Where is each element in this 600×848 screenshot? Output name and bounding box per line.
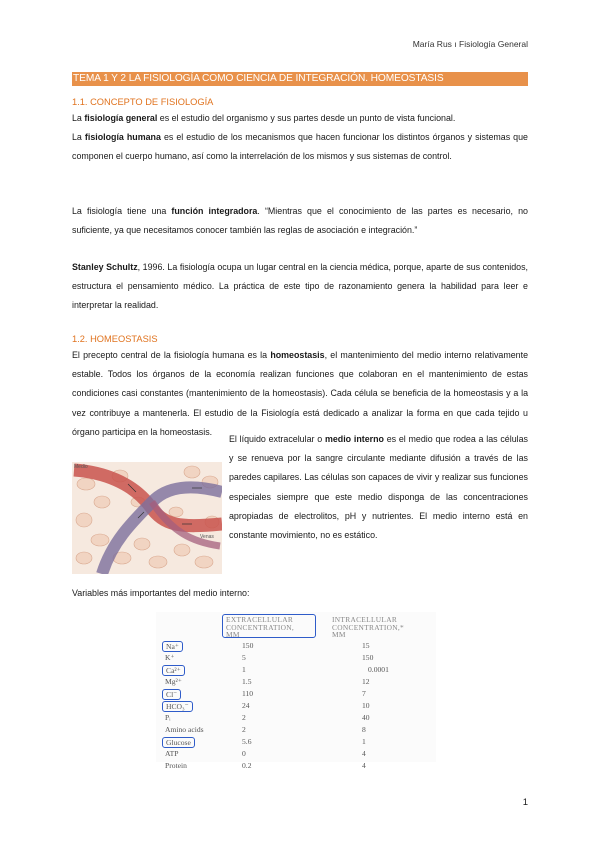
section-heading-concepto: 1.1. CONCEPTO DE FISIOLOGÍA	[72, 97, 214, 107]
section-heading-homeostasis: 1.2. HOMEOSTASIS	[72, 334, 158, 344]
figure-label-top: Medio	[74, 464, 88, 470]
table-row: Mg²⁺ 1.5 12	[165, 677, 370, 686]
capillary-diagram-svg	[72, 462, 222, 574]
table-row: Glucose 5.6 1	[156, 736, 436, 748]
concentration-table	[156, 612, 436, 770]
figure-label-bottom: Venas	[200, 534, 214, 540]
table-row: Na⁺ 150 15	[156, 640, 436, 652]
chapter-title: TEMA 1 Y 2 LA FISIOLOGÍA COMO CIENCIA DE INTEGRACIÓN. HOMEOSTASIS	[72, 72, 528, 86]
capillary-diagram	[72, 462, 222, 574]
header-extracellular: EXTRACELLULAR CONCENTRATION, MM	[222, 614, 316, 638]
table-row: Pᵢ 2 40	[165, 713, 370, 722]
table-row: HCO₃⁻ 24 10	[156, 700, 436, 712]
paragraph-homeostasis: El precepto central de la fisiología humana es la homeostasis, el mantenimiento del medio interno relativamente estable. Todos los órganos de la economía realizan funciones que colaboran en el mantenimiento de estas condiciones casi constantes (mantenimiento de la homeostasis). Cada célula se beneficia de la homeostasis y a la vez contribuye a mantenerla. El estudio de la Fisiología está dedicado a analizar la forma en que cada tejido u órgano participa en la homeostasis.	[72, 350, 529, 437]
table-row: Amino acids 2 8	[165, 725, 366, 734]
table-row: Cl⁻ 110 7	[156, 688, 436, 700]
header-intracellular: INTRACELLULAR CONCENTRATION,* MM	[332, 615, 405, 640]
table-row: Protein 0.2 4	[165, 761, 366, 770]
page-header: María Rus ı Fisiología General	[412, 39, 528, 49]
paragraph-medio-interno: El líquido extracelular o medio interno es el medio que rodea a las células y se renueva por la sangre circulante mediante difusión a través de las paredes capilares. Las células son capaces de vivir y realizar sus funciones especiales siempre que este medio disponga de las concentraciones apropiadas de electrolitos, pH y nutrientes. El medio interno está en constante movimiento, no es estático.	[229, 434, 528, 541]
paragraph-fisiologia-humana: La fisiología humana es el estudio de los mecanismos que hacen funcionar los distintos órganos y sistemas que componen el cuerpo humano, así como la interrelación de los mismos y sus sistemas de control.	[72, 132, 528, 162]
page-number: 1	[522, 797, 528, 808]
table-row: Ca²⁺ 1 0.0001	[156, 664, 436, 676]
table-row: K⁺ 5 150	[165, 653, 374, 662]
table-row: ATP 0 4	[165, 749, 366, 758]
paragraph-fisiologia-general: La fisiología general es el estudio del organismo y sus partes desde un punto de vista funcional.	[72, 113, 456, 123]
paragraph-funcion-integradora: La fisiología tiene una función integradora. “Mientras que el conocimiento de las partes es necesario, no suficiente, ya que necesitamos conocer también las reglas de asociación e integración.”	[72, 206, 528, 236]
paragraph-stanley-schultz: Stanley Schultz, 1996. La fisiología ocupa un lugar central en la ciencia médica, porque, aparte de sus contenidos, estructura el pensamiento médico. La práctica de este tipo de razonamiento genera la habilidad para leer e interpretar la realidad.	[72, 262, 529, 311]
variables-label: Variables más importantes del medio interno:	[72, 588, 250, 598]
